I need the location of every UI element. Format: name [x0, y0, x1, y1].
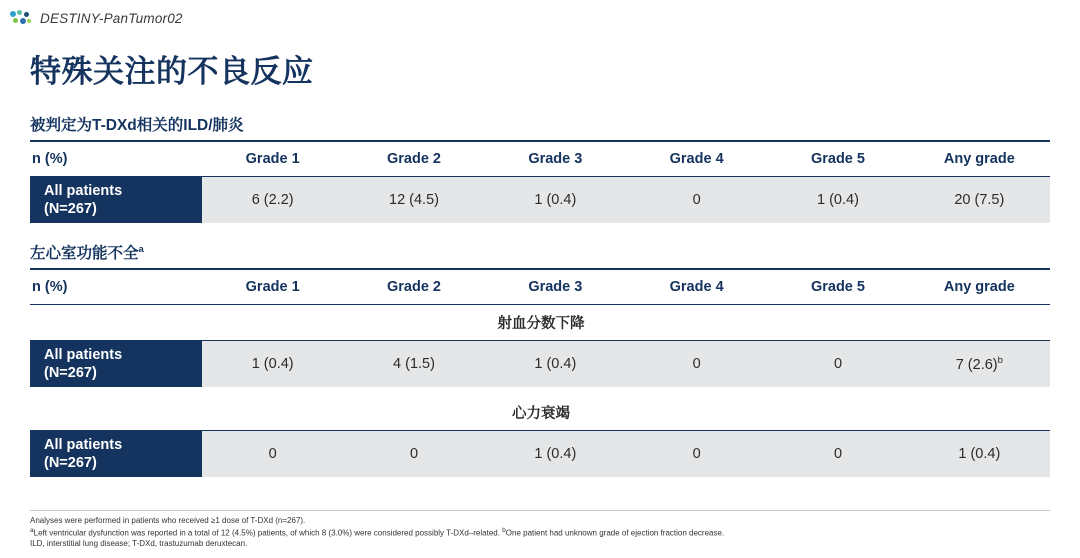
- cell-footnote-marker: b: [997, 355, 1003, 367]
- table-ild: [30, 142, 1050, 223]
- section-heading-ild: 被判定为T-DXd相关的ILD/肺炎: [30, 113, 1050, 142]
- footnotes: [30, 510, 1050, 550]
- row-label-line1: All patients: [44, 436, 123, 453]
- cell-grade2: 4 (1.5): [343, 341, 484, 388]
- row-label-all-patients: [30, 177, 202, 224]
- column-header-grade4: Grade 4: [626, 142, 767, 177]
- footnote-marker-a: a: [30, 526, 34, 534]
- row-label-line1: All patients: [44, 346, 123, 363]
- column-header-grade3: Grade 3: [485, 142, 626, 177]
- subgroup-header-row-ejection-fraction: [30, 305, 1050, 341]
- column-header-n-percent: n (%): [30, 270, 202, 305]
- footnote-line-2: [30, 527, 1050, 539]
- table-spacer-row: [30, 387, 1050, 395]
- column-header-n-percent: n (%): [30, 142, 202, 177]
- table-row: [30, 341, 1050, 388]
- cell-grade5: 0: [767, 341, 908, 388]
- footnote-line-1: Analyses were performed in patients who received ≥1 dose of T-DXd (n=267).: [30, 515, 306, 525]
- cell-any-grade-value: 7 (2.6): [955, 356, 998, 373]
- row-label-all-patients: [30, 431, 202, 478]
- section-heading-text: 左心室功能不全: [30, 245, 139, 262]
- column-header-grade1: Grade 1: [202, 142, 343, 177]
- column-header-grade3: Grade 3: [485, 270, 626, 305]
- colored-dots-logo-icon: [10, 10, 32, 26]
- row-label-line2: (N=267): [44, 365, 97, 381]
- column-header-any-grade: Any grade: [909, 142, 1050, 177]
- section-heading-footnote-marker: a: [138, 243, 144, 255]
- slide-content: [30, 113, 1050, 477]
- table-lv-dysfunction: [30, 270, 1050, 477]
- table-header-row: [30, 270, 1050, 305]
- table-body-ild: [30, 177, 1050, 224]
- slide-header: [0, 0, 1080, 30]
- footnote-line-3-abbreviations: ILD, interstitial lung disease; T-DXd, trastuzumab deruxtecan.: [30, 539, 248, 549]
- column-header-grade5: Grade 5: [767, 142, 908, 177]
- column-header-grade2: Grade 2: [343, 142, 484, 177]
- study-name: DESTINY-PanTumor02: [40, 10, 183, 26]
- row-label-line1: All patients: [44, 182, 123, 199]
- row-label-line2: (N=267): [44, 455, 97, 471]
- cell-grade2: 0: [343, 431, 484, 478]
- cell-grade3: 1 (0.4): [485, 177, 626, 224]
- cell-grade3: 1 (0.4): [485, 341, 626, 388]
- cell-grade5: 1 (0.4): [767, 177, 908, 224]
- section-heading-lv-dysfunction: [30, 241, 1050, 270]
- table-row: [30, 431, 1050, 478]
- section-lv-dysfunction: [30, 241, 1050, 477]
- footnote-text-b: One patient had unknown grade of ejection fraction decrease.: [505, 528, 725, 538]
- cell-grade1: 6 (2.2): [202, 177, 343, 224]
- column-header-any-grade: Any grade: [909, 270, 1050, 305]
- page-title: 特殊关注的不良反应: [30, 54, 314, 89]
- cell-grade5: 0: [767, 431, 908, 478]
- cell-any-grade: 20 (7.5): [909, 177, 1050, 224]
- subgroup-heading-cardiac-failure: 心力衰竭: [30, 395, 1050, 431]
- column-header-grade2: Grade 2: [343, 270, 484, 305]
- cell-grade4: 0: [626, 177, 767, 224]
- cell-grade2: 12 (4.5): [343, 177, 484, 224]
- row-label-line2: (N=267): [44, 201, 97, 217]
- cell-grade1: 1 (0.4): [202, 341, 343, 388]
- row-label-all-patients: [30, 341, 202, 388]
- cell-any-grade: 1 (0.4): [909, 431, 1050, 478]
- table-header-lv: [30, 270, 1050, 305]
- footnote-text-a: Left ventricular dysfunction was reported in a total of 12 (4.5%) patients, of which 8 (3.0%) were considered possibly T-DXd–related.: [33, 528, 503, 538]
- footnote-marker-b: b: [502, 526, 506, 534]
- table-row: [30, 177, 1050, 224]
- table-header-row: [30, 142, 1050, 177]
- table-header-ild: [30, 142, 1050, 177]
- table-body-lv: [30, 305, 1050, 478]
- cell-grade4: 0: [626, 341, 767, 388]
- column-header-grade1: Grade 1: [202, 270, 343, 305]
- cell-grade1: 0: [202, 431, 343, 478]
- cell-grade4: 0: [626, 431, 767, 478]
- column-header-grade4: Grade 4: [626, 270, 767, 305]
- cell-any-grade: [909, 341, 1050, 388]
- column-header-grade5: Grade 5: [767, 270, 908, 305]
- subgroup-heading-ejection-fraction: 射血分数下降: [30, 305, 1050, 341]
- section-ild: [30, 113, 1050, 223]
- subgroup-header-row-cardiac-failure: [30, 395, 1050, 431]
- cell-grade3: 1 (0.4): [485, 431, 626, 478]
